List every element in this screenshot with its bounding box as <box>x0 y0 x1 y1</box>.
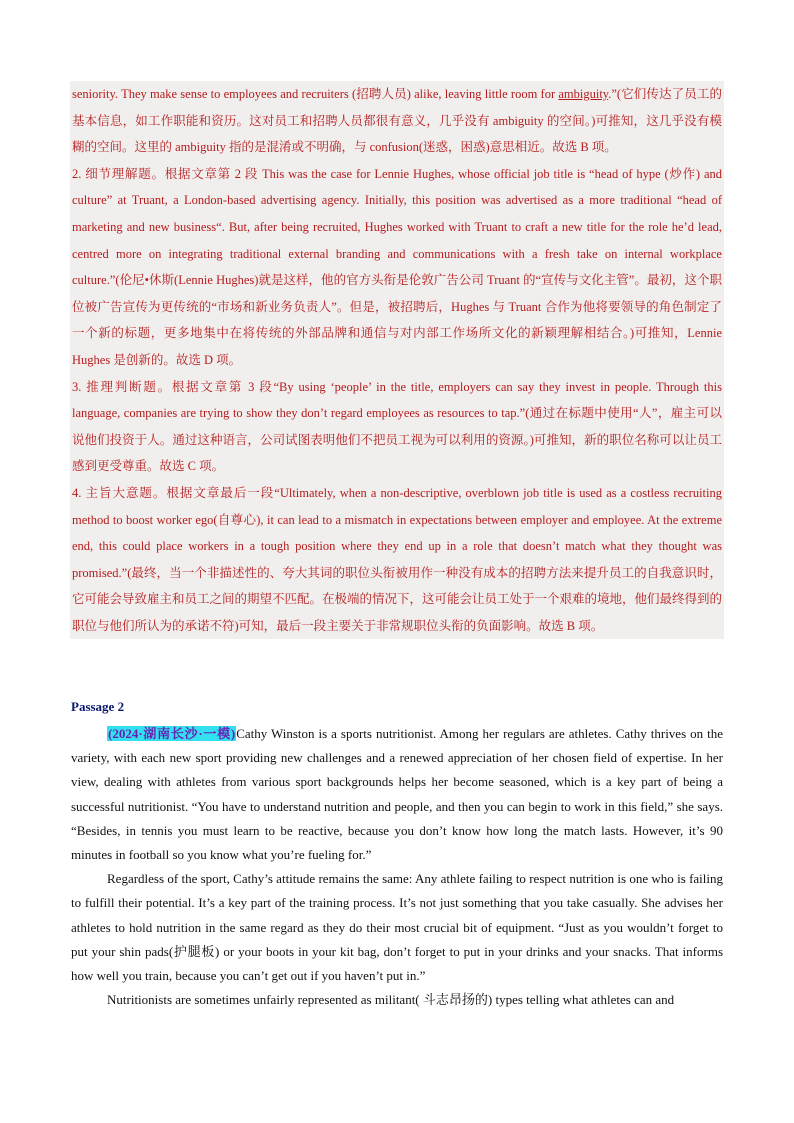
passage-paragraph-2: Regardless of the sport, Cathy’s attitude remains the same: Any athlete failing to respect nutrition is one who is failing to fulfill their potential. It’s a key part of the training process. It’s not just something that you take casually. She advises her athletes to hold nutrition in the same regard as they do their most crucial bit of equipment. “Just as you wouldn’t forget to put your shin pads(护腿板) or your boots in your kit bag, don’t forget to put in your drinks and your snacks. That informs how well you train, because you can’t get out if you haven’t put in.” <box>71 871 723 984</box>
passage-paragraph-1: (2024·湖南长沙·一模)Cathy Winston is a sports nutritionist. Among her regulars are athletes. Cathy thrives on the variety, with each new sport providing new challenges and a renewed appreciation of her chosen field of expertise. In her view, dealing with athletes from various sport backgrounds helps her become seasoned, which is a key part of being a successful nutritionist. “You have to understand nutrition and people, and then you can begin to work in this field,” she says. “Besides, in tennis you must learn to be reactive, because you don’t know how long the match lasts. However, it’s 90 minutes in football so you know what you’re fueling for.” <box>71 726 723 863</box>
answer-explanations <box>70 81 724 639</box>
passage-paragraph-3: Nutritionists are sometimes unfairly represented as militant( 斗志昂扬的) types telling what athletes can and <box>107 992 675 1008</box>
underlined-word: ambiguity <box>558 87 609 101</box>
answer-1-continued: seniority. They make sense to employees and recruiters (招聘人员) alike, leaving little room for ambiguity.”(它们传达了员工的基本信息，如工作职能和资历。这对员工和招聘人员都很有意义，几乎没有 ambiguity 的空间。)可推知，这几乎没有模糊的空间。这里的 ambiguity 指的是混淆或不明确，与 confusion(迷惑，困惑)意思相近。故选 B 项。 <box>72 87 722 155</box>
passage-body <box>71 722 723 1012</box>
answer-3: 3. 推理判断题。根据文章第 3 段“By using ‘people’ in the title, employers can say they invest in people. Through this language, companies are trying to show they don’t regard employees as resources to tap.”(通过在标题中使用“人”，雇主可以说他们投资于人。通过这种语言，公司试图表明他们不把员工视为可以利用的资源。)可推知，新的职位名称可以让员工感到更受尊重。故选 C 项。 <box>72 379 722 474</box>
source-tag: (2024·湖南长沙·一模) <box>108 726 236 741</box>
answer-2: 2. 细节理解题。根据文章第 2 段 This was the case for Lennie Hughes, whose official job title is “head of hype (炒作) and culture” at Truant, a London-based advertising agency. Initially, this position was advertised as a more traditional “head of marketing and new business“. But, after being recruited, Hughes worked with Truant to craft a new title for the role he’d lead, centred more on integrating traditional external branding and communications with a fresh take on internal workplace culture.”(伦尼•休斯(Lennie Hughes)就是这样，他的官方头衔是伦敦广告公司 Truant 的“宣传与文化主管”。最初，这个职位被广告宣传为更传统的“市场和新业务负责人”。但是，被招聘后，Hughes 与 Truant 合作为他将要领导的角色制定了一个新的标题，更多地集中在将传统的外部品牌和通信与对内部工作场所文化的新颖理解相结合。)可推知，Lennie Hughes 是创新的。故选 D 项。 <box>72 166 722 367</box>
passage-heading: Passage 2 <box>71 699 125 714</box>
answer-4: 4. 主旨大意题。根据文章最后一段“Ultimately, when a non-descriptive, overblown job title is used as a costless recruiting method to boost worker ego(自尊心), it can lead to a mismatch in expectations between employer and employee. At the extreme end, this could place workers in a tough position where they end up in a role that doesn’t match what they thought was promised.”(最终，当一个非描述性的、夸大其词的职位头衔被用作一种没有成本的招聘方法来提升员工的自我意识时，它可能会导致雇主和员工之间的期望不匹配。在极端的情况下，这可能会让员工处于一个艰难的境地，他们最终得到的职位与他们所认为的承诺不符)可知，最后一段主要关于非常规职位头衔的负面影响。故选 B 项。 <box>72 485 723 633</box>
